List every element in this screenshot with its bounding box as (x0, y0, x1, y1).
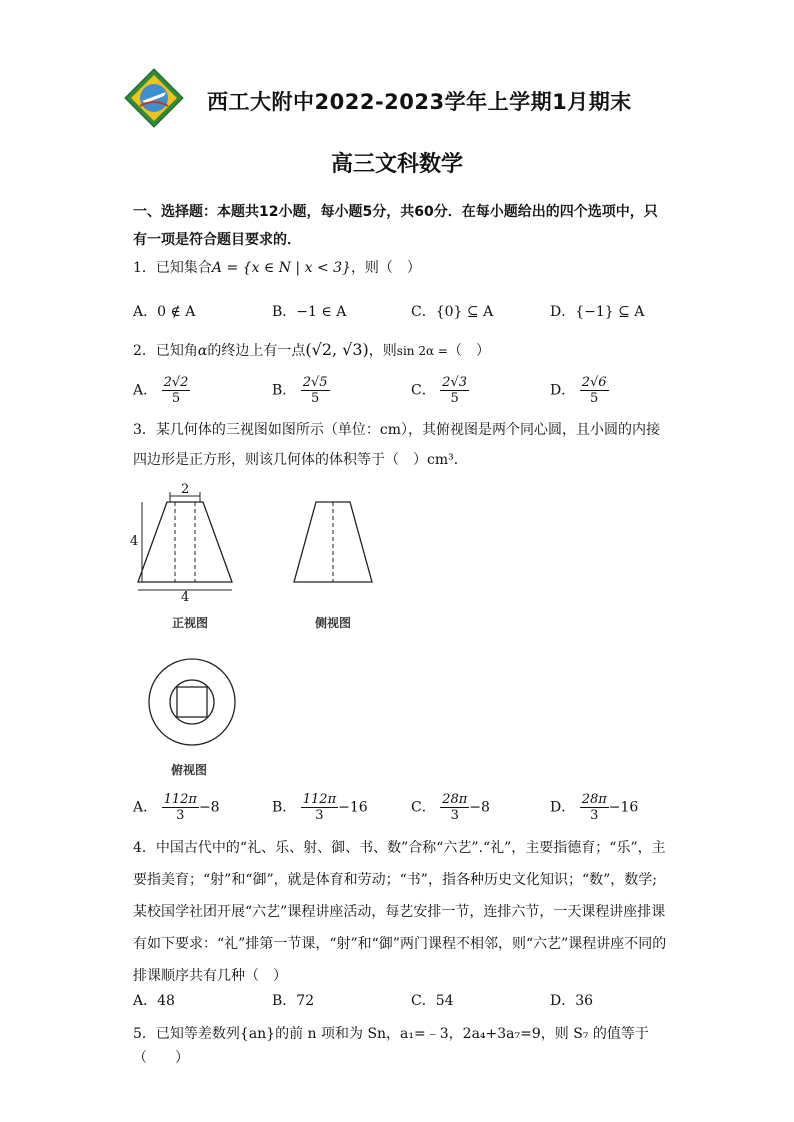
top-view-figure (147, 657, 237, 747)
q4-option-c[interactable]: C．54 (411, 993, 454, 1009)
q4-option-a[interactable]: A．48 (133, 993, 175, 1009)
q1-option-a[interactable]: A．0 ∉ A (133, 304, 196, 320)
dim-left-label: 4 (130, 534, 139, 549)
q1-option-d[interactable]: D．{−1} ⊆ A (550, 304, 645, 320)
dim-top-label: 2 (181, 482, 190, 497)
page-subtitle: 高三文科数学 (330, 152, 463, 177)
q3-option-b[interactable]: B． $\frac{112\pi}{3}$ −16 (272, 792, 368, 823)
q2-option-c[interactable]: C． $\frac{2√3}{5}$ (411, 375, 467, 406)
side-view-figure (290, 500, 374, 584)
top-view-caption: 俯视图 (171, 763, 208, 777)
q3-option-d[interactable]: D． $\frac{28\pi}{3}$ −16 (550, 792, 639, 823)
q4-option-b[interactable]: B．72 (272, 993, 315, 1009)
q3-option-c[interactable]: C． $\frac{28\pi}{3}$ −8 (411, 792, 490, 823)
front-view-figure (130, 482, 240, 605)
front-view-caption: 正视图 (172, 616, 209, 630)
q1-option-c[interactable]: C．{0} ⊆ A (411, 304, 494, 320)
question-5-stem: 5．已知等差数列{an}的前 n 项和为 Sn，a₁=﹣3，2a₄+3a₇=9，则 S₇ 的值等于（ ） (133, 1026, 649, 1066)
q2-option-b[interactable]: B． $\frac{2√5}{5}$ (272, 375, 328, 406)
question-4-stem: 4．中国古代中的“礼、乐、射、御、书、数”合称“六艺”.“礼”，主要指德育；“乐”，主 要指美育；“射”和“御”，就是体育和劳动；“书”，指各种历史文化知识；“数”，数学; 某校国学社团开展“六艺”课程讲座活动，每艺安排一节，连排六节，一天课程讲座排课 有如下要求：“礼”排第一节课，“射”和“御”两门课程不相邻，则“六艺”课程讲座不同的 排课顺序共有几种（ ） (133, 840, 667, 984)
q2-option-d[interactable]: D． $\frac{2√6}{5}$ (550, 375, 607, 406)
q2-option-a[interactable]: A． $\frac{2√2}{5}$ (133, 375, 189, 406)
q1-option-b[interactable]: B．−1 ∈ A (272, 304, 347, 320)
question-1-stem: 1．已知集合A = {x ∈ N | x < 3}，则（ ） (133, 260, 421, 276)
q3-option-a[interactable]: A． $\frac{112\pi}{3}$ −8 (133, 792, 220, 823)
section-heading: 一、选择题：本题共12小题，每小题5分，共60分．在每小题给出的四个选项中，只 有一项是符合题目要求的． (133, 204, 658, 248)
dim-bottom-label: 4 (181, 590, 190, 605)
question-3-stem: 3．某几何体的三视图如图所示（单位：cm），其俯视图是两个同心圆，且小圆的内接 四边形是正方形，则该几何体的体积等于（ ）cm³． (133, 422, 661, 468)
q4-option-d[interactable]: D．36 (550, 993, 594, 1009)
question-2-stem: 2．已知角α的终边上有一点(√2, √3)，则sin 2α =（ ） (133, 340, 490, 359)
school-emblem-icon (124, 68, 184, 128)
side-view-caption: 侧视图 (315, 616, 352, 630)
page-title: 西工大附中2022-2023学年上学期1月期末 (207, 90, 632, 114)
